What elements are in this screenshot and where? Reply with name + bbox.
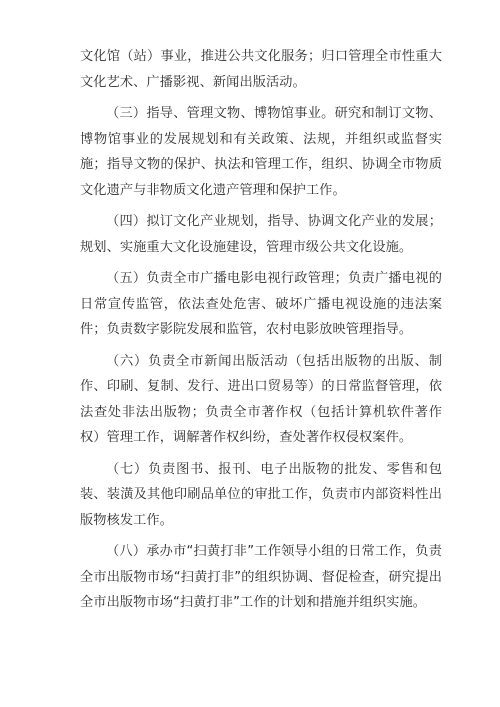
- paragraph-continuation: 文化馆（站）事业，推进公共文化服务；归口管理全市性重大文化艺术、广播影视、新闻出版活动。: [80, 49, 442, 90]
- paragraph-item-6: （六）负责全市新闻出版活动（包括出版物的出版、制作、印刷、复制、发行、进出口贸易等）的日常监督管理，依法查处非法出版物；负责全市著作权（包括计算机软件著作权）管理工作，调解著作权纠纷，查处著作权侵权案件。: [80, 353, 442, 445]
- paragraph-item-3: （三）指导、管理文物、博物馆事业。研究和制订文物、博物馆事业的发展规划和有关政策、法规，并组织或监督实施；指导文物的保护、执法和管理工作，组织、协调全市物质文化遗产与非物质文化遗产管理和保护工作。: [80, 106, 442, 198]
- paragraph-item-7: （七）负责图书、报刊、电子出版物的批发、零售和包装、装潢及其他印刷品单位的审批工作，负责市内部资料性出版物核发工作。: [80, 461, 442, 528]
- paragraph-item-5: （五）负责全市广播电影电视行政管理；负责广播电视的日常宣传监管，依法查处危害、破坏广播电视设施的违法案件；负责数字影院发展和监管，农村电影放映管理指导。: [80, 271, 442, 337]
- paragraph-item-8: （八）承办市“扫黄打非”工作领导小组的日常工作，负责全市出版物市场“扫黄打非”的组织协调、督促检查，研究提出全市出版物市场“扫黄打非”工作的计划和措施并组织实施。: [80, 544, 442, 610]
- paragraph-item-4: （四）拟订文化产业规划，指导、协调文化产业的发展；规划、实施重大文化设施建设，管理市级公共文化设施。: [80, 214, 442, 255]
